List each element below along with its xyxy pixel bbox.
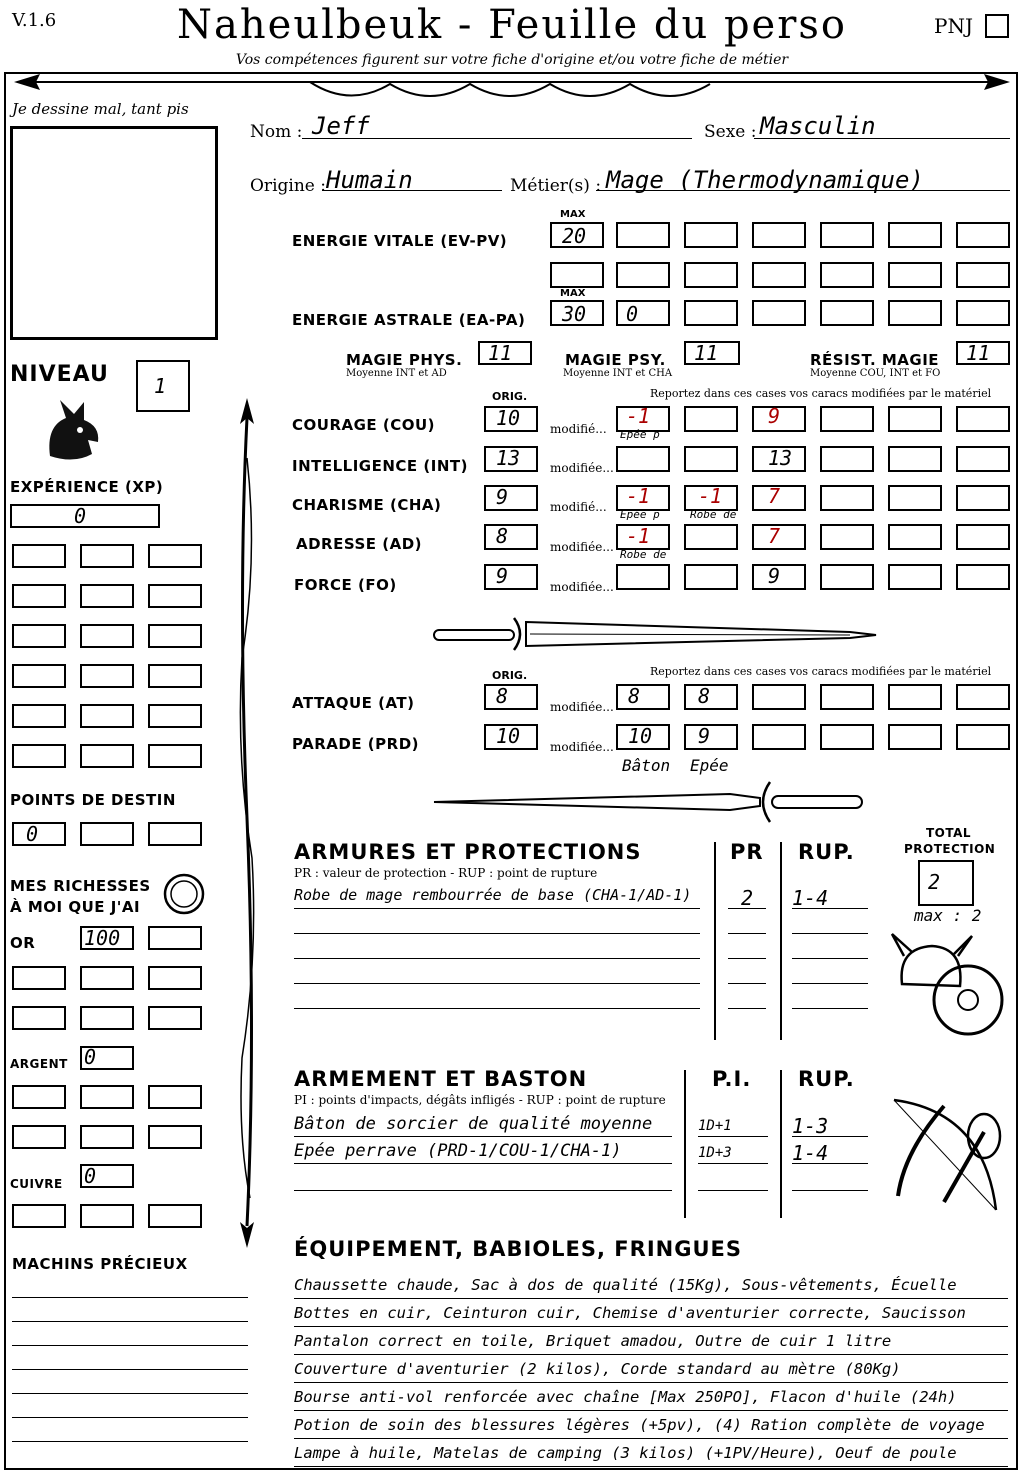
money-cell[interactable] (148, 1006, 202, 1030)
at-mod-label: modifiée... (550, 700, 614, 714)
prd-mod1-value: 10 (628, 724, 653, 748)
cha-mod2-value: -1 (698, 484, 723, 508)
total-protection-box[interactable] (918, 860, 974, 906)
weapon-item-rup[interactable]: 1-3 (792, 1114, 868, 1137)
fo-label: FORCE (FO) (294, 576, 397, 594)
money-cell[interactable] (80, 966, 134, 990)
armor-item-rup[interactable]: 1-4 (792, 886, 868, 909)
total-protection-value: 2 (928, 870, 941, 894)
magie-psy-note: Moyenne INT et CHA (563, 368, 673, 379)
stat-mod-box[interactable] (820, 524, 874, 550)
argent-label: ARGENT (10, 1057, 68, 1071)
ev-label: ENERGIE VITALE (EV-PV) (292, 232, 508, 250)
equipment-title: ÉQUIPEMENT, BABIOLES, FRINGUES (294, 1237, 742, 1261)
xp-cell[interactable] (148, 664, 202, 688)
money-cell[interactable] (12, 1204, 66, 1228)
combat-mod-box[interactable] (888, 684, 942, 710)
stat-mod-box[interactable] (684, 406, 738, 432)
energy-cell[interactable] (550, 262, 604, 288)
armor-rup-label: RUP. (798, 840, 855, 864)
richesses-label-1: MES RICHESSES (10, 877, 151, 895)
armor-item-rup[interactable] (792, 936, 868, 959)
weapon-item-rup[interactable]: 1-4 (792, 1141, 868, 1164)
prd-mod2-value: 9 (698, 724, 711, 748)
ea-max-label: MAX (560, 288, 586, 299)
cuivre-value: 0 (84, 1164, 97, 1188)
combat-mod-box[interactable] (956, 684, 1010, 710)
weapon-item-pi[interactable] (698, 1172, 768, 1191)
stat-mod-box[interactable] (888, 446, 942, 472)
portrait-caption: Je dessine mal, tant pis (12, 100, 189, 118)
cou-final-value: 9 (768, 404, 781, 428)
argent-value: 0 (84, 1045, 97, 1069)
machins-label: MACHINS PRÉCIEUX (12, 1255, 188, 1273)
stat-mod-box[interactable] (956, 485, 1010, 511)
combat-orig-label: ORIG. (492, 669, 528, 682)
cha-value: 9 (496, 485, 509, 509)
armor-item-name[interactable] (294, 911, 700, 934)
ea-max-value[interactable]: 30 (562, 302, 587, 326)
helmet-shield-icon (888, 928, 1008, 1050)
destin-value: 0 (26, 822, 39, 846)
ad-final-value: 7 (768, 524, 781, 548)
at-value: 8 (496, 684, 509, 708)
energy-cell[interactable] (956, 300, 1010, 326)
energy-cell[interactable] (956, 222, 1010, 248)
ad-value: 8 (496, 524, 509, 548)
xp-cell[interactable] (148, 744, 202, 768)
xp-label: EXPÉRIENCE (XP) (10, 478, 164, 496)
armor-item-rup[interactable] (792, 986, 868, 1009)
fo-final-value: 9 (768, 564, 781, 588)
xp-value: 0 (74, 504, 87, 528)
energy-cell[interactable] (752, 262, 806, 288)
combat-mod-box[interactable] (684, 724, 738, 750)
stat-mod-box[interactable] (684, 564, 738, 590)
stat-mod-box[interactable] (956, 406, 1010, 432)
destin-cell[interactable] (80, 822, 134, 846)
prd-value: 10 (496, 724, 521, 748)
armor-item-name[interactable]: Robe de mage rembourrée de base (CHA-1/AD-1) (294, 886, 700, 909)
cha-mod1-note: Epée p (620, 508, 660, 521)
at-mod2-value: 8 (698, 684, 711, 708)
stat-mod-box[interactable] (820, 564, 874, 590)
origine-value[interactable]: Humain (326, 166, 413, 194)
stat-mod-box[interactable] (820, 406, 874, 432)
stat-mod-box[interactable] (684, 446, 738, 472)
machins-line[interactable] (12, 1393, 248, 1394)
destin-cell[interactable] (148, 822, 202, 846)
armor-item-pr[interactable] (728, 936, 766, 959)
ev-max-value[interactable]: 20 (562, 224, 587, 248)
money-cell[interactable] (80, 1006, 134, 1030)
origine-label: Origine : (250, 176, 326, 196)
money-cell[interactable] (12, 1006, 66, 1030)
xp-cell[interactable] (12, 744, 66, 768)
stat-mod-box[interactable] (684, 524, 738, 550)
armor-title: ARMURES ET PROTECTIONS (294, 840, 642, 864)
coin-icon (162, 872, 206, 916)
armor-item-rup[interactable] (792, 911, 868, 934)
stats-orig-label: ORIG. (492, 390, 528, 403)
nom-value[interactable]: Jeff (312, 112, 370, 140)
magie-psy-label: MAGIE PSY. (565, 351, 666, 369)
equipment-line[interactable]: Bottes en cuir, Ceinturon cuir, Chemise d'aventurier correcte, Saucisson (294, 1304, 1008, 1327)
xp-cell[interactable] (12, 624, 66, 648)
weapons-icon (884, 1092, 1008, 1216)
energy-cell[interactable] (752, 222, 806, 248)
dragon-icon (40, 396, 106, 466)
int-final-value: 13 (768, 446, 793, 470)
int-mod-label: modifiée... (550, 461, 614, 475)
equipment-line[interactable]: Chaussette chaude, Sac à dos de qualité (15Kg), Sous-vêtements, Écuelle (294, 1276, 1008, 1299)
xp-cell[interactable] (80, 584, 134, 608)
machins-line[interactable] (12, 1345, 248, 1346)
combat-mod-box[interactable] (752, 724, 806, 750)
ad-mod1-value: -1 (626, 524, 651, 548)
prd-mod-label: modifiée... (550, 740, 614, 754)
stat-mod-box[interactable] (888, 485, 942, 511)
richesses-label-2: À MOI QUE J'AI (10, 898, 141, 916)
magie-phys-note: Moyenne INT et AD (346, 368, 447, 379)
ad-label: ADRESSE (AD) (296, 535, 423, 553)
stat-mod-box[interactable] (820, 485, 874, 511)
weapon2-label: Epée (690, 756, 729, 775)
sword-icon (430, 612, 880, 656)
xp-cell[interactable] (80, 624, 134, 648)
combat-report-note: Reportez dans ces cases vos caracs modifiées par le matériel (650, 665, 992, 678)
combat-mod-box[interactable] (956, 724, 1010, 750)
weapon-item-rup[interactable] (792, 1168, 868, 1191)
armor-item-pr[interactable]: 2 (728, 886, 766, 909)
energy-cell[interactable] (684, 262, 738, 288)
energy-cell[interactable] (820, 300, 874, 326)
energy-cell[interactable] (888, 222, 942, 248)
weapons-note: PI : points d'impacts, dégâts infligés - RUP : point de rupture (294, 1093, 666, 1107)
destin-label: POINTS DE DESTIN (10, 791, 176, 809)
magie-phys-label: MAGIE PHYS. (346, 351, 463, 369)
energy-cell[interactable] (820, 262, 874, 288)
at-mod1-value: 8 (628, 684, 641, 708)
armor-note: PR : valeur de protection - RUP : point de rupture (294, 866, 598, 880)
version-label: V.1.6 (12, 10, 57, 31)
cou-value: 10 (496, 406, 521, 430)
armor-item-name[interactable] (294, 961, 700, 984)
armor-item-name[interactable] (294, 936, 700, 959)
energy-cell[interactable] (616, 262, 670, 288)
cha-mod2-note: Robe de (690, 508, 737, 521)
niveau-label: NIVEAU (10, 362, 109, 387)
sword-2-icon (430, 778, 880, 828)
armor-pr-label: PR (730, 840, 764, 864)
stat-mod-box[interactable] (888, 406, 942, 432)
sexe-label: Sexe : (704, 122, 757, 142)
energy-cell[interactable] (956, 262, 1010, 288)
magie-psy-value: 11 (694, 341, 719, 365)
weapon-item-name[interactable] (294, 1168, 672, 1191)
stat-mod-box[interactable] (616, 564, 670, 590)
resist-magie-value: 11 (966, 341, 991, 365)
armor-item-name[interactable] (294, 986, 700, 1009)
money-cell[interactable] (12, 1125, 66, 1149)
equipment-line[interactable]: Pantalon correct en toile, Briquet amadou, Outre de cuir 1 litre (294, 1332, 1008, 1355)
combat-mod-box[interactable] (752, 684, 806, 710)
cha-mod1-value: -1 (626, 484, 651, 508)
stat-orig-box[interactable] (484, 485, 538, 511)
cou-mod-label: modifié... (550, 422, 607, 436)
cha-final-value: 7 (768, 484, 781, 508)
combat-mod-box[interactable] (684, 684, 738, 710)
or-label: OR (10, 934, 36, 952)
combat-mod-box[interactable] (820, 724, 874, 750)
stat-orig-box[interactable] (484, 564, 538, 590)
cuivre-label: CUIVRE (10, 1177, 63, 1191)
xp-cell[interactable] (148, 704, 202, 728)
weapons-title: ARMEMENT ET BASTON (294, 1067, 588, 1091)
weapons-rup-label: RUP. (798, 1067, 855, 1091)
energy-cell[interactable] (616, 300, 670, 326)
resist-magie-note: Moyenne COU, INT et FO (810, 368, 941, 379)
weapon-item-pi[interactable]: 1D+3 (698, 1145, 768, 1164)
staff-icon (232, 398, 262, 1248)
cou-mod1-note: Epée p (620, 428, 660, 441)
money-cell[interactable] (148, 1085, 202, 1109)
xp-cell[interactable] (12, 704, 66, 728)
sheet-subtitle: Vos compétences figurent sur votre fiche d'origine et/ou votre fiche de métier (235, 52, 789, 68)
weapon-item-pi[interactable]: 1D+1 (698, 1118, 768, 1137)
portrait-box[interactable] (10, 126, 218, 340)
armor-item-pr[interactable] (728, 961, 766, 984)
metier-value[interactable]: Mage (Thermodynamique) (606, 166, 924, 194)
armor-item-pr[interactable] (728, 986, 766, 1009)
pnj-checkbox[interactable] (985, 14, 1009, 38)
stat-mod-box[interactable] (956, 524, 1010, 550)
money-cell[interactable] (12, 966, 66, 990)
cha-mod-label: modifié... (550, 500, 607, 514)
machins-line[interactable] (12, 1417, 248, 1418)
xp-cell[interactable] (148, 584, 202, 608)
weapon-item-name[interactable]: Bâton de sorcier de qualité moyenne (294, 1114, 672, 1137)
money-cell[interactable] (148, 1125, 202, 1149)
xp-cell[interactable] (80, 704, 134, 728)
money-cell[interactable] (148, 966, 202, 990)
xp-cell[interactable] (80, 744, 134, 768)
total-max-label: max : 2 (914, 906, 982, 925)
energy-cell[interactable] (888, 300, 942, 326)
xp-cell[interactable] (12, 664, 66, 688)
equipment-line[interactable]: Lampe à huile, Matelas de camping (3 kilos) (+1PV/Heure), Oeuf de poule (294, 1444, 1008, 1467)
fo-value: 9 (496, 564, 509, 588)
xp-cell[interactable] (80, 664, 134, 688)
sexe-value[interactable]: Masculin (760, 112, 876, 140)
armor-item-rup[interactable] (792, 961, 868, 984)
money-cell[interactable] (12, 1085, 66, 1109)
resist-magie-label: RÉSIST. MAGIE (810, 351, 940, 369)
xp-cell[interactable] (148, 544, 202, 568)
weapons-pi-label: P.I. (712, 1067, 752, 1091)
stat-mod-box[interactable] (616, 446, 670, 472)
at-label: ATTAQUE (AT) (292, 694, 415, 712)
equipment-line[interactable]: Couverture d'aventurier (2 kilos), Corde standard au mètre (80Kg) (294, 1360, 1008, 1383)
energy-cell[interactable] (820, 222, 874, 248)
machins-line[interactable] (12, 1441, 248, 1442)
stats-report-note: Reportez dans ces cases vos caracs modifiées par le matériel (650, 387, 992, 400)
equipment-line[interactable]: Potion de soin des blessures légères (+5pv), (4) Ration complète de voyage (294, 1416, 1008, 1439)
total-label-2: PROTECTION (904, 842, 996, 856)
combat-mod-box[interactable] (888, 724, 942, 750)
pnj-label: PNJ (934, 14, 973, 38)
cou-label: COURAGE (COU) (292, 416, 436, 434)
stat-mod-box[interactable] (820, 446, 874, 472)
xp-cell[interactable] (12, 544, 66, 568)
energy-cell[interactable] (684, 222, 738, 248)
stat-orig-box[interactable] (484, 524, 538, 550)
combat-mod-box[interactable] (616, 684, 670, 710)
fo-mod-label: modifiée... (550, 580, 614, 594)
energy-cell[interactable] (616, 222, 670, 248)
int-value: 13 (496, 446, 521, 470)
prd-label: PARADE (PRD) (292, 735, 420, 753)
total-label-1: TOTAL (926, 826, 972, 840)
ea-current-value[interactable]: 0 (626, 302, 639, 326)
xp-cell[interactable] (80, 544, 134, 568)
money-cell[interactable] (80, 1085, 134, 1109)
cha-label: CHARISME (CHA) (292, 496, 442, 514)
machins-line[interactable] (12, 1369, 248, 1370)
metier-label: Métier(s) : (510, 176, 602, 196)
money-cell[interactable] (148, 926, 202, 950)
xp-cell[interactable] (12, 584, 66, 608)
weapon-item-name[interactable]: Epée perrave (PRD-1/COU-1/CHA-1) (294, 1141, 672, 1164)
stat-mod-box[interactable] (956, 564, 1010, 590)
energy-cell[interactable] (684, 300, 738, 326)
combat-mod-box[interactable] (820, 684, 874, 710)
money-cell[interactable] (80, 1125, 134, 1149)
armor-item-pr[interactable] (728, 911, 766, 934)
weapon1-label: Bâton (622, 756, 671, 775)
ad-mod1-note: Robe de (620, 548, 667, 561)
nom-label: Nom : (250, 122, 303, 142)
ad-mod-label: modifiée... (550, 540, 614, 554)
stat-mod-box[interactable] (956, 446, 1010, 472)
stat-mod-box[interactable] (888, 524, 942, 550)
stat-mod-box[interactable] (888, 564, 942, 590)
energy-cell[interactable] (752, 300, 806, 326)
ea-label: ENERGIE ASTRALE (EA-PA) (292, 311, 526, 329)
niveau-value: 1 (154, 374, 167, 398)
magie-phys-value: 11 (488, 341, 513, 365)
or-value: 100 (84, 926, 121, 950)
int-label: INTELLIGENCE (INT) (292, 457, 468, 475)
money-cell[interactable] (148, 1204, 202, 1228)
machins-line[interactable] (12, 1321, 248, 1322)
money-cell[interactable] (80, 1204, 134, 1228)
energy-cell[interactable] (888, 262, 942, 288)
sheet-title: Naheulbeuk - Feuille du perso (177, 2, 847, 48)
destin-cell[interactable] (12, 822, 66, 846)
ev-max-label: MAX (560, 209, 586, 220)
equipment-line[interactable]: Bourse anti-vol renforcée avec chaîne [Max 250PO], Flacon d'huile (24h) (294, 1388, 1008, 1411)
combat-orig-box[interactable] (484, 684, 538, 710)
cou-mod1-value: -1 (626, 404, 651, 428)
xp-cell[interactable] (148, 624, 202, 648)
machins-line[interactable] (12, 1297, 248, 1298)
